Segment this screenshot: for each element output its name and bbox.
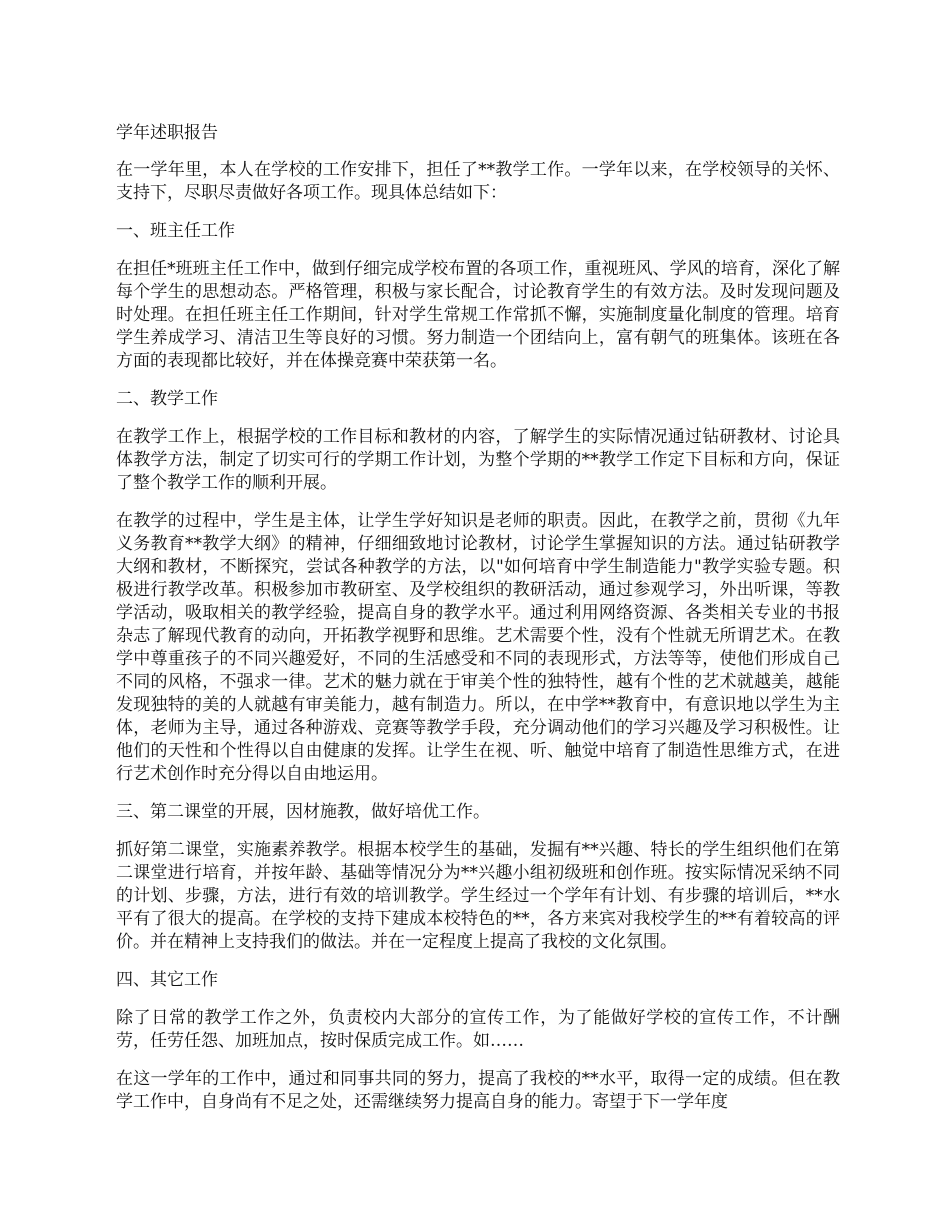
teaching-paragraph-1: 在教学工作上，根据学校的工作目标和教材的内容，了解学生的实际情况通过钻研教材、讨论具体教学方法，制定了切实可行的学期工作计划，为整个学期的**教学工作定下目标和方向，保证了整个教学工作的顺利开展。 (116, 427, 840, 493)
intro-paragraph: 在一学年里，本人在学校的工作安排下，担任了**教学工作。一学年以来，在学校领导的关怀、支持下，尽职尽责做好各项工作。现具体总结如下： (116, 160, 840, 203)
closing-paragraph: 在这一学年的工作中，通过和同事共同的努力，提高了我校的**水平，取得一定的成绩。但在教学工作中，自身尚有不足之处，还需继续努力提高自身的能力。寄望于下一学年度 (116, 1069, 840, 1112)
other-work-paragraph: 除了日常的教学工作之外，负责校内大部分的宣传工作，为了能做好学校的宣传工作，不计酬劳，任劳任怨、加班加点，按时保质完成工作。如…… (116, 1008, 840, 1051)
document-title: 学年述职报告 (116, 123, 218, 143)
second-classroom-paragraph: 抓好第二课堂，实施素养教学。根据本校学生的基础，发掘有**兴趣、特长的学生组织他们在第二课堂进行培育，并按年龄、基础等情况分为**兴趣小组初级班和创作班。按实际情况采纳不同的计划、步骤，方法，进行有效的培训教学。学生经过一个学年有计划、有步骤的培训后，**水平有了很大的提高。在学校的支持下建成本校特色的**，各方来宾对我校学生的**有着较高的评价。并在精神上支持我们的做法。并在一定程度上提高了我校的文化氛围。 (116, 840, 840, 952)
section-heading-other-work: 四、其它工作 (116, 970, 218, 990)
homeroom-paragraph: 在担任*班班主任工作中，做到仔细完成学校布置的各项工作，重视班风、学风的培育，深化了解每个学生的思想动态。严格管理，积极与家长配合，讨论教育学生的有效方法。及时发现问题及时处理。在担任班主任工作期间，针对学生常规工作常抓不懈，实施制度量化制度的管理。培育学生养成学习、清洁卫生等良好的习惯。努力制造一个团结向上，富有朝气的班集体。该班在各方面的表现都比较好，并在体操竞赛中荣获第一名。 (116, 259, 840, 371)
section-heading-homeroom: 一、班主任工作 (116, 221, 235, 241)
teaching-paragraph-2: 在教学的过程中，学生是主体，让学生学好知识是老师的职责。因此，在教学之前，贯彻《九年义务教育**教学大纲》的精神，仔细细致地讨论教材，讨论学生掌握知识的方法。通过钻研教学大纲和教材，不断探究，尝试各种教学的方法，以"如何培育中学生制造能力"教学实验专题。积极进行教学改革。积极参加市教研室、及学校组织的教研活动，通过参观学习，外出听课，等教学活动，吸取相关的教学经验，提高自身的教学水平。通过利用网络资源、各类相关专业的书报杂志了解现代教育的动向，开拓教学视野和思维。艺术需要个性，没有个性就无所谓艺术。在教学中尊重孩子的不同兴趣爱好，不同的生活感受和不同的表现形式，方法等等，使他们形成自己不同的风格，不强求一律。艺术的魅力就在于审美个性的独特性，越有个性的艺术就越美，越能发现独特的美的人就越有审美能力，越有制造力。所以，在中学**教育中，有意识地以学生为主体，老师为主导，通过各种游戏、竞赛等教学手段，充分调动他们的学习兴趣及学习积极性。让他们的天性和个性得以自由健康的发挥。让学生在视、听、触觉中培育了制造性思维方式，在进行艺术创作时充分得以自由地运用。 (116, 511, 840, 784)
section-heading-second-classroom: 三、第二课堂的开展，因材施教，做好培优工作。 (116, 802, 490, 822)
document-page (116, 122, 840, 1129)
section-heading-teaching: 二、教学工作 (116, 389, 218, 409)
